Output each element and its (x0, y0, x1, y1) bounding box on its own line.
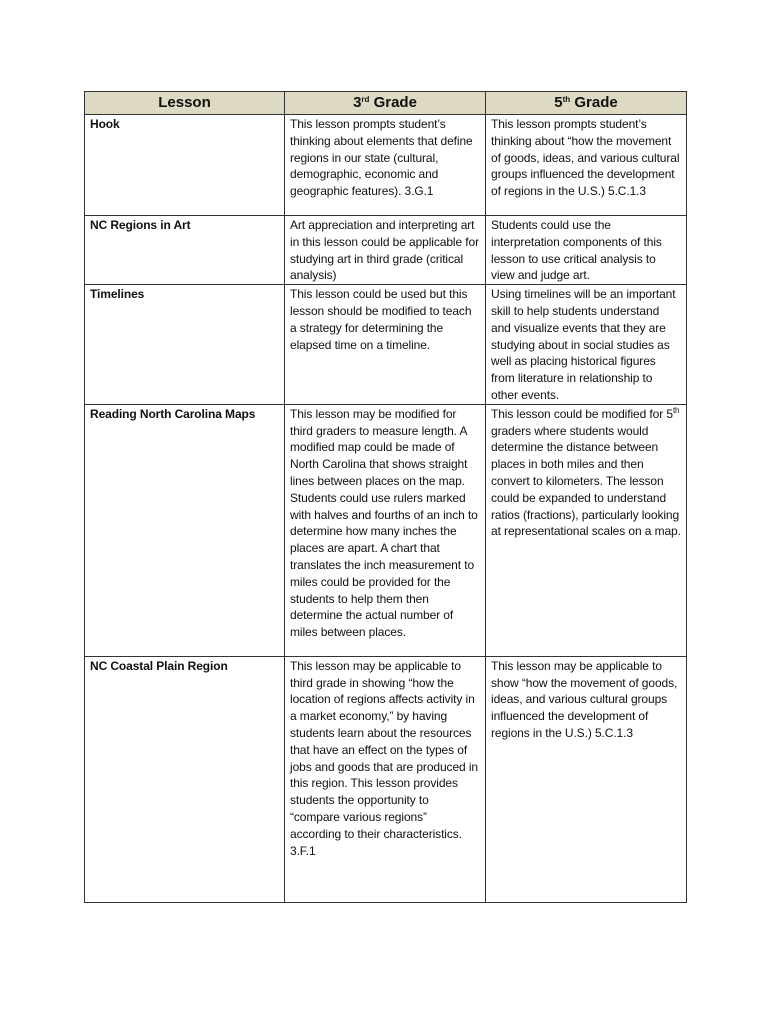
grade-3-cell: This lesson could be used but this lesson should be modified to teach a strategy for determining the elapsed time on a timeline. (285, 285, 486, 405)
grade-5-cell: Using timelines will be an important skill to help students understand and visualize events that they are studying about in social studies as well as placing historical figures from literature in relationship to other events. (486, 285, 687, 405)
grade-5-number: 5 (666, 406, 673, 421)
table-row (85, 404, 687, 656)
grade-5-cell (486, 404, 687, 656)
lesson-cell: NC Coastal Plain Region (85, 656, 285, 902)
grade-3-cell: This lesson may be modified for third graders to measure length. A modified map could be made of North Carolina that shows straight lines between places on the map. Students could use rulers marked with halves and fourths of an inch to determine how many inches the places are apart. A chart that translates the inch measurement to miles could be provided for the students to help them then determine the actual number of miles between places. (285, 404, 486, 656)
table-row (85, 115, 687, 216)
grade-5-text-end: graders where students would determine the distance between places in both miles and then convert to kilometers. The lesson could be expanded to understand ratios (fractions), particularly looking at representational scales on a map. (491, 423, 681, 539)
header-grade-3-suffix: rd (361, 95, 370, 104)
table-row (85, 285, 687, 405)
grade-5-text-start: This lesson could be modified for (491, 406, 667, 421)
grade-3-cell: This lesson may be applicable to third grade in showing “how the location of regions affects activity in a market economy,” by having students learn about the resources that have an effect on the types of jobs and goods that are produced in this region. This lesson provides students the opportunity to “compare various regions” according to their characteristics. 3.F.1 (285, 656, 486, 902)
grade-3-cell: Art appreciation and interpreting art in this lesson could be applicable for studying art in third grade (critical analysis) (285, 216, 486, 285)
table-row (85, 216, 687, 285)
header-grade-3 (285, 92, 486, 115)
grade-5-suffix: th (672, 405, 680, 415)
lesson-cell: Timelines (85, 285, 285, 405)
header-grade-5-suffix: th (562, 95, 571, 104)
header-grade-5-number: 5 (554, 94, 563, 111)
lesson-cell: Hook (85, 115, 285, 216)
header-grade-3-number: 3 (353, 94, 362, 111)
table-row (85, 656, 687, 902)
lesson-cell: NC Regions in Art (85, 216, 285, 285)
grade-3-cell: This lesson prompts student’s thinking about elements that define regions in our state (cultural, demographic, economic and geographic features). 3.G.1 (285, 115, 486, 216)
header-grade-3-word: Grade (373, 94, 417, 111)
header-lesson-label: Lesson (158, 94, 211, 111)
lesson-cell: Reading North Carolina Maps (85, 404, 285, 656)
header-row (85, 92, 687, 115)
grade-5-cell: Students could use the interpretation components of this lesson to use critical analysis to view and judge art. (486, 216, 687, 285)
header-lesson (85, 92, 285, 115)
grade-5-cell: This lesson may be applicable to show “how the movement of goods, ideas, and various cultural groups influenced the development of regions in the U.S.) 5.C.1.3 (486, 656, 687, 902)
grade-5-cell: This lesson prompts student’s thinking about “how the movement of goods, ideas, and various cultural groups influenced the development of regions in the U.S.) 5.C.1.3 (486, 115, 687, 216)
header-grade-5 (486, 92, 687, 115)
header-grade-5-word: Grade (574, 94, 618, 111)
lesson-grade-table (84, 91, 687, 903)
